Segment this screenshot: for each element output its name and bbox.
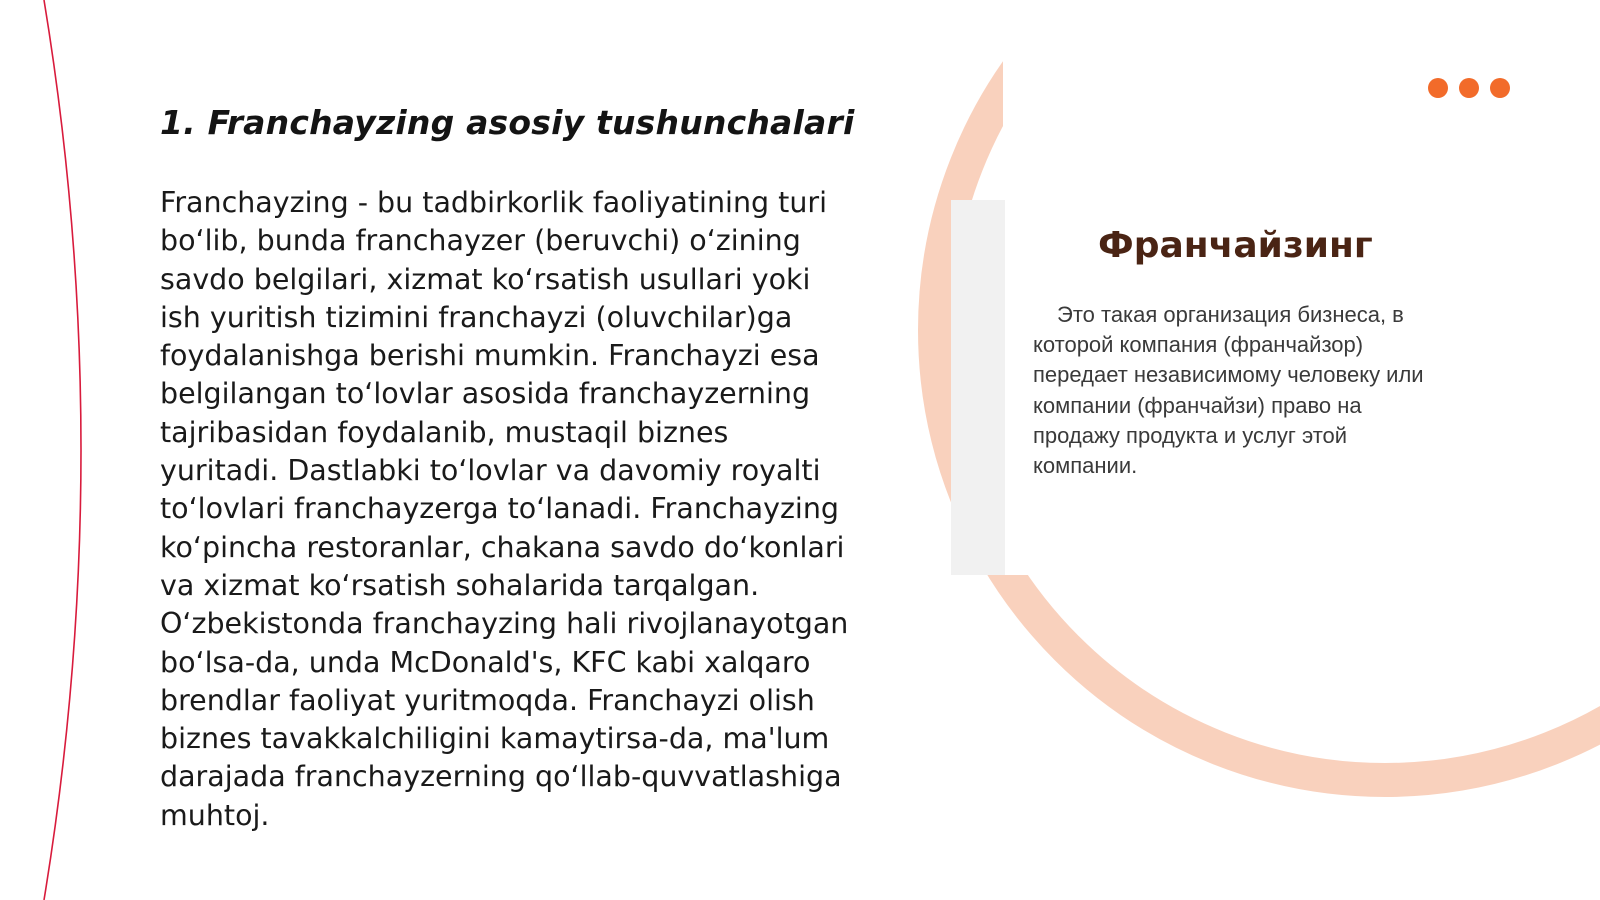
slide-heading: 1. Franchayzing asosiy tushunchalari — [160, 103, 855, 142]
dot-1 — [1428, 78, 1448, 98]
dots-icon — [1428, 78, 1510, 98]
image-panel-edge-strip — [951, 200, 1005, 575]
image-panel-background — [1003, 0, 1600, 575]
image-panel-text: Это такая организация бизнеса, в которой компания (франчайзор) передает независимому человеку или компании (франчайзи) право на продажу продукта и услуг этой компании. — [1033, 302, 1424, 479]
slide-body-text: Franchayzing - bu tadbirkorlik faoliyatining turi boʻlib, bunda franchayzer (beruvchi) oʻzining savdo belgilari, xizmat koʻrsatish usullari yoki ish yuritish tizimini franchayzi (oluvchilar)ga foydalanishga berishi mumkin. Franchayzi esa belgilangan toʻlovlar asosida franchayzerning tajribasidan foydalanib, mustaqil biznes yuritadi. Dastlabki toʻlovlar va davomiy royalti toʻlovlari franchayzerga toʻlanadi. Franchayzing koʻpincha restoranlar, chakana savdo doʻkonlari va xizmat koʻrsatish sohalarida tarqalgan. Oʻzbekistonda franchayzing hali rivojlanayotgan boʻlsa-da, unda McDonald's, KFC kabi xalqaro brendlar faoliyat yuritmoqda. Franchayzi olish biznes tavakkalchiligini kamaytirsa-da, ma'lum darajada franchayzerning qoʻllab-quvvatlashiga muhtoj. — [160, 186, 849, 832]
dot-3 — [1490, 78, 1510, 98]
image-panel-title: Франчайзинг — [1098, 225, 1373, 266]
dot-2 — [1459, 78, 1479, 98]
